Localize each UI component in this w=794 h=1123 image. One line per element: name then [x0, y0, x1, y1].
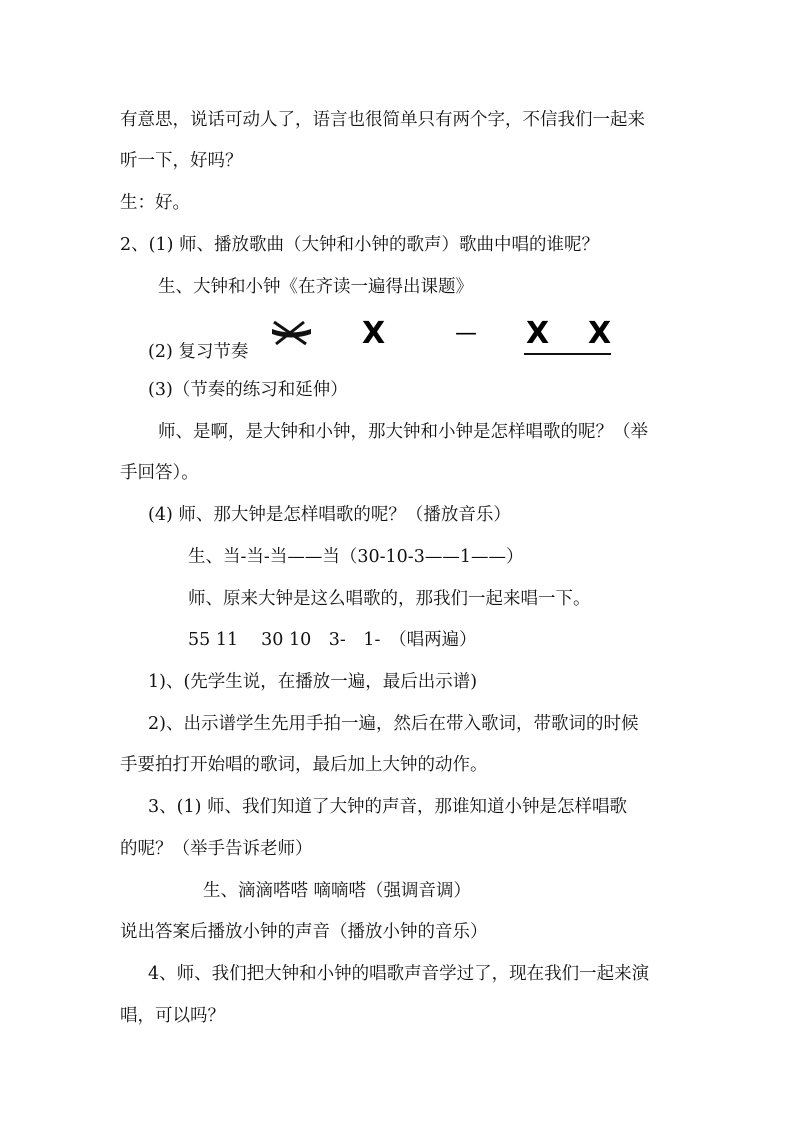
text-line: 生、当-当-当——当（30-10-3——1——） — [188, 547, 524, 567]
text-line: 2、(1) 师、播放歌曲（大钟和小钟的歌声）歌曲中唱的谁呢？ — [120, 235, 599, 255]
text-line: 唱，可以吗？ — [120, 1006, 225, 1026]
text-line: 2)、出示谱学生先用手拍一遍，然后在带入歌词，带歌词的时候 — [148, 714, 639, 734]
text-line: (4) 师、那大钟是怎样唱歌的呢？（播放音乐） — [148, 505, 511, 525]
text-line: 师、原来大钟是这么唱歌的，那我们一起来唱一下。 — [188, 589, 591, 609]
text-line: 4、师、我们把大钟和小钟的唱歌声音学过了，现在我们一起来演 — [148, 964, 650, 984]
text-line: 生、滴滴嗒嗒 嘀嘀嗒（强调音调） — [203, 881, 472, 901]
text-line: 的呢？（举手告诉老师） — [120, 839, 313, 859]
crossed-note-icon — [272, 322, 311, 344]
text-line: 生、大钟和小钟《在齐读一遍得出课题》 — [158, 277, 473, 297]
rhythm-dash: — — [455, 321, 477, 346]
text-line: 说出答案后播放小钟的声音（播放小钟的音乐） — [120, 922, 488, 942]
text-line: 1)、(先学生说，在播放一遍，最后出示谱) — [148, 672, 478, 692]
text-line: 师、是啊，是大钟和小钟，那大钟和小钟是怎样唱歌的呢？（举 — [158, 422, 648, 442]
text-line: 手回答）。 — [120, 463, 199, 483]
text-line: 55 11 30 10 3- 1- （唱两遍） — [188, 630, 477, 650]
text-line: 手要拍打开始唱的歌词，最后加上大钟的动作。 — [120, 755, 488, 775]
text-line: 生：好。 — [120, 193, 190, 213]
rhythm-note-x: X — [362, 316, 386, 351]
text-line: 3、(1) 师、我们知道了大钟的声音，那谁知道小钟是怎样唱歌 — [148, 797, 627, 817]
rhythm-notation — [0, 0, 794, 400]
rhythm-note-x: X — [588, 316, 612, 351]
text-line: 听一下，好吗？ — [120, 151, 243, 171]
rhythm-note-x: X — [526, 316, 550, 351]
text-line: (2) 复习节奏 — [148, 342, 249, 362]
text-line: 有意思，说话可动人了，语言也很简单只有两个字，不信我们一起来 — [120, 110, 645, 130]
text-line: (3)（节奏的练习和延伸） — [148, 380, 348, 400]
